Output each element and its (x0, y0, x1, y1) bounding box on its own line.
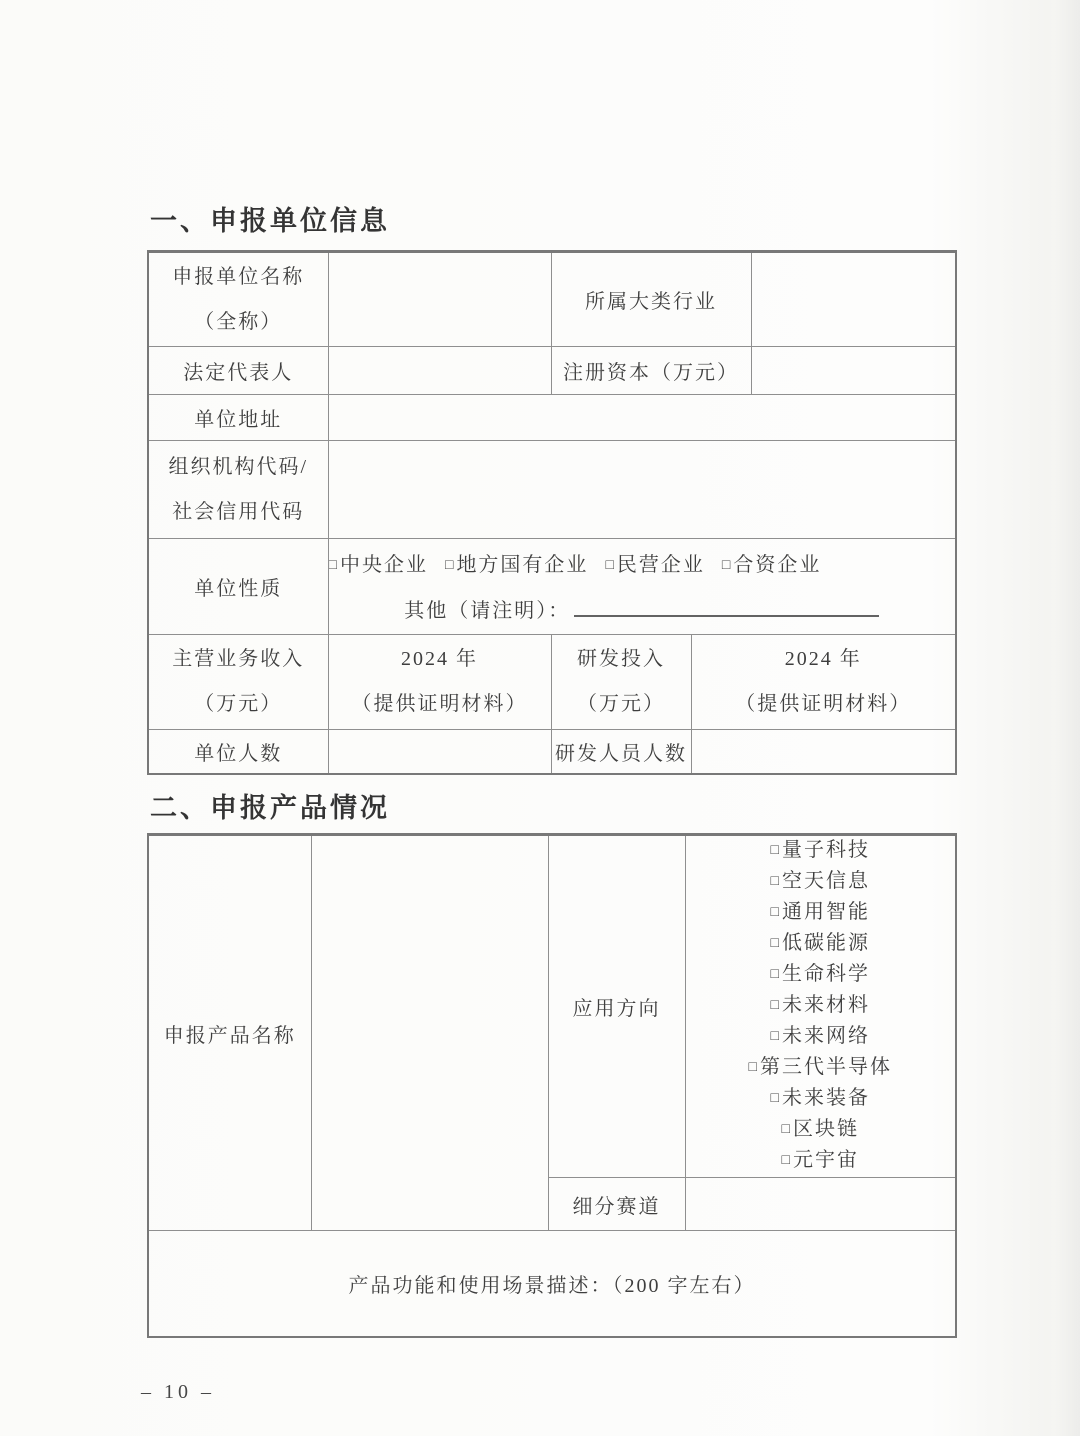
application-option (686, 1115, 956, 1146)
rd-invest-year-line2: （提供证明材料） (735, 693, 912, 715)
org-code-label-cell (148, 441, 328, 539)
table-row (148, 395, 956, 441)
option-label: 通用智能 (781, 901, 870, 923)
rd-headcount-value-cell (691, 730, 956, 774)
option-label: 未来网络 (781, 1025, 870, 1047)
rd-invest-label-line2: （万元） (577, 693, 665, 715)
other-label: 其他（请注明）： (404, 599, 571, 622)
application-option (686, 960, 956, 991)
legal-rep-value-cell (328, 347, 551, 395)
checkbox-icon: □ (770, 1091, 779, 1106)
option-label: 第三代半导体 (759, 1056, 892, 1078)
option-label: 地方国有企业 (456, 553, 589, 576)
table-row (148, 347, 956, 395)
unit-nature-options-row (329, 545, 956, 588)
table-row (148, 441, 956, 539)
checkbox-icon: □ (770, 843, 779, 858)
checkbox-icon: □ (748, 1060, 757, 1075)
checkbox-icon: □ (770, 1029, 779, 1044)
option-label: 空天信息 (781, 870, 870, 892)
checkbox-icon: □ (781, 1153, 790, 1168)
application-option (686, 867, 956, 898)
product-name-label-cell: 申报产品名称 (148, 835, 311, 1231)
checkbox-icon: □ (770, 874, 779, 889)
unit-nature-option (605, 545, 704, 588)
unit-name-value-cell (328, 252, 551, 347)
revenue-label-line1: 主营业务收入 (172, 648, 305, 670)
table-row (148, 835, 956, 1178)
page-number: – 10 – (141, 1381, 215, 1403)
segment-label-cell: 细分赛道 (548, 1178, 685, 1231)
rd-invest-label-cell (551, 635, 691, 730)
option-label: 生命科学 (781, 963, 870, 985)
revenue-year-line2: （提供证明材料） (351, 693, 528, 715)
product-info-table (147, 833, 957, 1338)
option-label: 元宇宙 (792, 1149, 859, 1171)
option-label: 区块链 (792, 1118, 859, 1140)
reg-capital-label-cell: 注册资本（万元） (551, 347, 751, 395)
revenue-year-cell (328, 635, 551, 730)
table-row (148, 730, 956, 774)
industry-label-cell: 所属大类行业 (551, 252, 751, 347)
headcount-label-cell: 单位人数 (148, 730, 328, 774)
table-row (148, 1231, 956, 1337)
unit-name-label-cell (148, 252, 328, 347)
checkbox-icon: □ (328, 557, 337, 573)
application-option (686, 898, 956, 929)
revenue-year-line1: 2024 年 (401, 648, 478, 670)
unit-nature-option (445, 545, 588, 588)
org-code-label-line2: 社会信用代码 (172, 500, 305, 523)
org-code-value-cell (328, 441, 956, 539)
application-option (686, 1022, 956, 1053)
product-name-value-cell (311, 835, 548, 1231)
product-description-cell: 产品功能和使用场景描述：（200 字左右） (148, 1231, 956, 1337)
option-label: 未来材料 (781, 994, 870, 1016)
option-label: 未来装备 (781, 1087, 870, 1109)
legal-rep-label-cell: 法定代表人 (148, 347, 328, 395)
address-value-cell (328, 395, 956, 441)
checkbox-icon: □ (605, 557, 614, 573)
checkbox-icon: □ (444, 557, 454, 573)
unit-nature-other-row (329, 591, 956, 631)
unit-nature-option (722, 545, 821, 588)
org-code-label-line1: 组织机构代码/ (168, 455, 309, 478)
address-label-cell: 单位地址 (148, 395, 328, 441)
headcount-value-cell (328, 730, 551, 774)
option-label: 低碳能源 (781, 932, 870, 954)
checkbox-icon: □ (781, 1122, 790, 1137)
application-option (686, 991, 956, 1022)
application-option (686, 1084, 956, 1115)
unit-nature-options-cell (328, 539, 956, 635)
checkbox-icon: □ (721, 557, 731, 573)
segment-value-cell (685, 1178, 956, 1231)
fill-in-blank-line (574, 595, 879, 617)
rd-invest-year-cell (691, 635, 956, 730)
unit-nature-option (329, 545, 428, 588)
checkbox-icon: □ (770, 967, 779, 982)
rd-invest-label-line1: 研发投入 (577, 648, 665, 670)
application-option (686, 836, 956, 867)
application-label-cell: 应用方向 (548, 835, 685, 1178)
table-row (148, 539, 956, 635)
unit-name-label-line1: 申报单位名称 (172, 265, 305, 288)
rd-headcount-label-cell: 研发人员人数 (551, 730, 691, 774)
option-label: 民营企业 (616, 553, 705, 576)
checkbox-icon: □ (770, 905, 779, 920)
application-option (686, 1146, 956, 1177)
industry-value-cell (751, 252, 956, 347)
unit-info-table (147, 250, 957, 775)
rd-invest-year-line1: 2024 年 (784, 648, 862, 670)
revenue-label-line2: （万元） (194, 693, 283, 715)
section-title-product-info: 二、申报产品情况 (150, 793, 390, 823)
checkbox-icon: □ (770, 936, 779, 951)
option-label: 量子科技 (781, 839, 870, 861)
option-label: 合资企业 (733, 553, 822, 576)
unit-name-label-line2: （全称） (194, 310, 283, 333)
table-row (148, 252, 956, 347)
section-title-unit-info: 一、申报单位信息 (150, 206, 390, 236)
reg-capital-value-cell (751, 347, 956, 395)
option-label: 中央企业 (339, 553, 428, 576)
unit-nature-label-cell: 单位性质 (148, 539, 328, 635)
application-option (686, 929, 956, 960)
revenue-label-cell (148, 635, 328, 730)
application-options-cell (685, 835, 956, 1178)
checkbox-icon: □ (770, 998, 779, 1013)
application-option (686, 1053, 956, 1084)
table-row (148, 635, 956, 730)
